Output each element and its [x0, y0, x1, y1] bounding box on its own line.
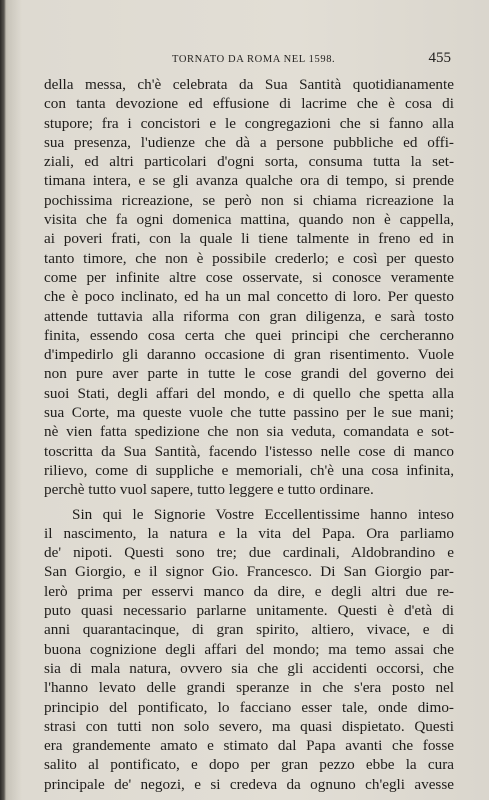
text-line: stupore; fra i concistori e le congregazioni che si fanno alla [44, 114, 454, 132]
text-line: strasi con tutti non solo severo, ma quasi dispietato. Questi [44, 717, 454, 735]
text-line: puto quasi necessario parlarne unitamente. Questi è d'età di [44, 602, 454, 620]
body-text [44, 75, 454, 794]
text-line: ai poveri frati, con la quale li tiene talmente in freno ed in [44, 230, 454, 248]
text-line: non pure aver parte in tutte le cose grandi del governo dei [44, 365, 454, 383]
text-line: con tanta devozione ed effusione di lacrime che è cosa di [44, 95, 454, 113]
text-line: tanto timore, che non è possibile crederlo; e così per questo [44, 249, 454, 267]
text-line: de' nipoti. Questi sono tre; due cardinali, Aldobrandino e [44, 544, 454, 562]
book-gutter-shadow [0, 0, 6, 800]
text-line: sia di mala natura, ovvero sia che gli accidenti occorsi, che [44, 659, 454, 677]
page-number: 455 [428, 50, 451, 66]
text-line: della messa, ch'è celebrata da Sua Santità quotidianamente [44, 76, 454, 93]
text-line: pochissima ricreazione, se però non si chiama ricreazione la [44, 191, 454, 209]
text-line: visita che fa ogni domenica mattina, quando non è cappella, [44, 211, 454, 229]
text-line: che è poco inclinato, ed ha un mal concetto di loro. Per questo [44, 288, 454, 306]
text-line: il nascimento, la natura e la vita del Papa. Ora parliamo [44, 524, 454, 542]
text-line: l'hanno levato delle grandi speranze in che s'era posto nel [44, 679, 454, 697]
running-header [44, 48, 451, 68]
text-line: principale de' negozi, e si credeva da ognuno ch'egli avesse [44, 775, 454, 793]
text-line: anni quarantacinque, di gran spirito, altiero, vivace, e di [44, 621, 454, 639]
text-line: ziali, ed altri particolari d'ogni sorta, consuma tutta la set- [44, 153, 454, 171]
text-line: San Giorgio, e il signor Gio. Francesco. Di San Giorgio par- [44, 563, 454, 581]
text-line: perchè tutto vuol sapere, tutto leggere e tutto ordinare. [44, 481, 374, 499]
text-line: d'impedirlo gli daranno occasione di gran risentimento. Vuole [44, 346, 454, 364]
text-line: lerò prima per esservi manco da dire, e degli altri due re- [44, 582, 454, 600]
header-title: TORNATO DA ROMA NEL 1598. [172, 54, 336, 65]
text-line: attende tuttavia alla riforma con gran diligenza, e sarà tosto [44, 307, 454, 325]
text-line: suoi Stati, degli affari del mondo, e di quello che spetta alla [44, 384, 454, 402]
text-line: nè vien fatta spedizione che non sia veduta, comandata e sot- [44, 423, 454, 441]
text-line: principio del pontificato, lo facciano esser tale, onde dimo- [44, 698, 454, 716]
text-line: come per infinite altre cose osservate, si conosce veramente [44, 268, 454, 286]
text-line: timana intera, e se gli avanza qualche ora di tempo, si prende [44, 172, 454, 190]
text-line: rilievo, come di suppliche e memoriali, ch'è una cosa infinita, [44, 461, 454, 479]
text-line: salito al pontificato, e dopo per gran pezzo ebbe la cura [44, 756, 454, 774]
text-line: sua presenza, l'udienze che dà a persone pubbliche ed offi- [44, 133, 454, 151]
text-line: sua Corte, ma queste vuole che tutte passino per le sue mani; [44, 404, 454, 422]
text-line: buona cognizione degli affari del mondo; ma temo assai che [44, 640, 454, 658]
paragraph-start-line: Sin qui le Signorie Vostre Eccellentissime hanno inteso [72, 505, 454, 523]
text-line: toscritta da Sua Santità, facendo l'istesso nelle cose di manco [44, 442, 454, 460]
text-line: era grandemente amato e stimato dal Papa avanti che fosse [44, 737, 454, 755]
text-line: finita, essendo cosa certa che quei principi che cercheranno [44, 326, 454, 344]
